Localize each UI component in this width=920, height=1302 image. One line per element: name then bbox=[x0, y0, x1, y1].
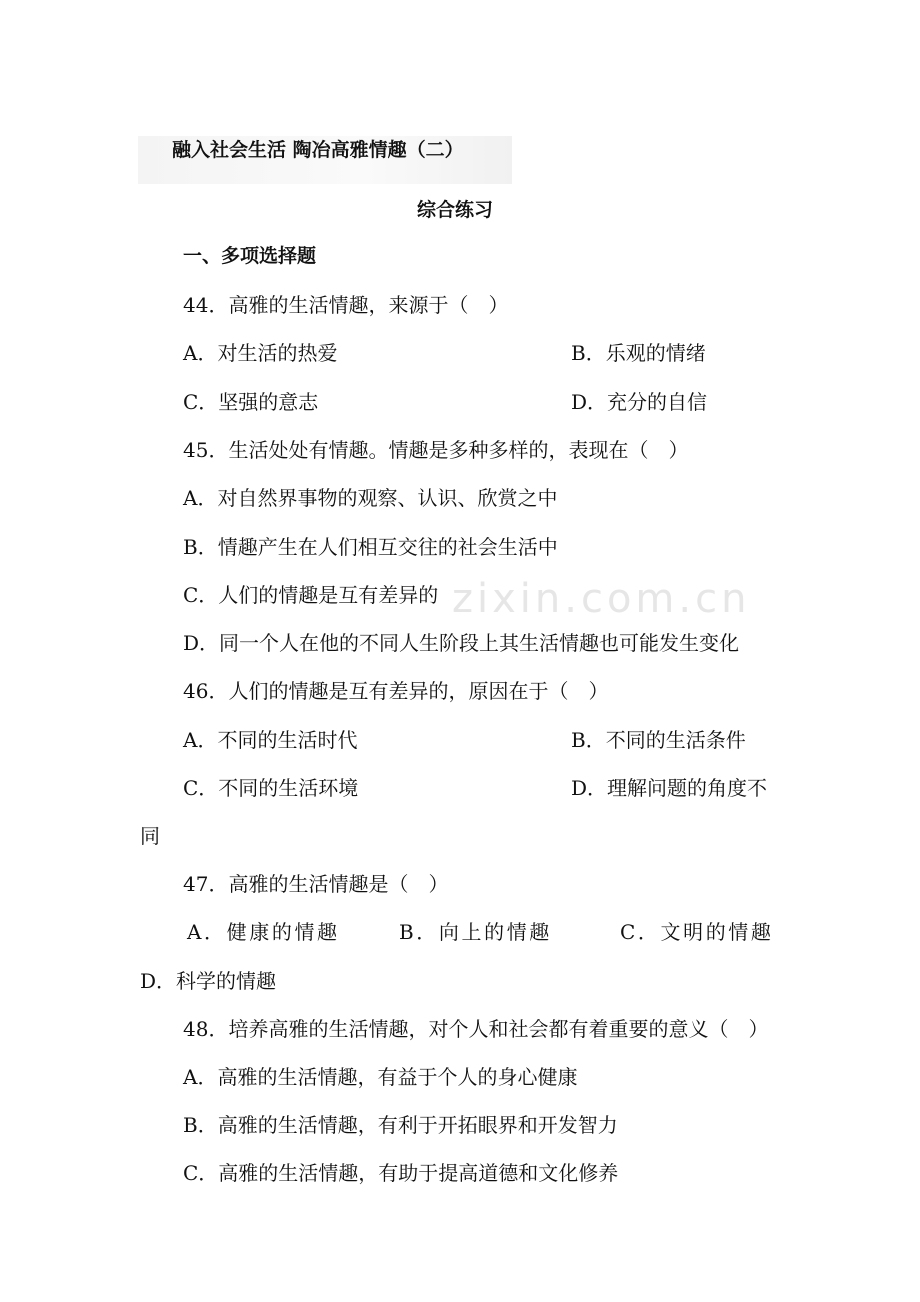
question-46-option-b: B．不同的生活条件 bbox=[571, 728, 746, 752]
question-45-option-d: D．同一个人在他的不同人生阶段上其生活情趣也可能发生变化 bbox=[183, 631, 740, 655]
question-44-option-b: B．乐观的情绪 bbox=[571, 341, 706, 365]
question-44-option-c: C．坚强的意志 bbox=[183, 390, 319, 414]
question-47-stem: 47．高雅的生活情趣是（ ） bbox=[183, 872, 449, 896]
question-47-option-b: B．向上的情趣 bbox=[399, 920, 552, 944]
watermark: zixin.com.cn bbox=[452, 576, 751, 622]
question-46-option-a: A．不同的生活时代 bbox=[183, 728, 358, 752]
question-44-option-d: D．充分的自信 bbox=[571, 390, 708, 414]
question-47-option-a: A．健康的情趣 bbox=[187, 920, 340, 944]
question-47-option-c: C．文明的情趣 bbox=[620, 920, 774, 944]
question-44-stem: 44．高雅的生活情趣，来源于（ ） bbox=[183, 293, 509, 317]
question-45-option-a: A．对自然界事物的观察、认识、欣赏之中 bbox=[183, 486, 558, 510]
document-title: 融入社会生活 陶冶高雅情趣（二） bbox=[172, 139, 464, 161]
question-46-option-c: C．不同的生活环境 bbox=[183, 776, 359, 800]
question-47-option-d: D．科学的情趣 bbox=[140, 969, 277, 993]
question-48-option-a: A．高雅的生活情趣，有益于个人的身心健康 bbox=[183, 1065, 578, 1089]
question-45-stem: 45．生活处处有情趣。情趣是多种多样的，表现在（ ） bbox=[183, 438, 689, 462]
question-48-stem: 48．培养高雅的生活情趣，对个人和社会都有着重要的意义（ ） bbox=[183, 1017, 769, 1041]
question-46-stem: 46．人们的情趣是互有差异的，原因在于（ ） bbox=[183, 679, 609, 703]
part-heading: 一、多项选择题 bbox=[183, 245, 317, 267]
question-46-option-d: D．理解问题的角度不 bbox=[571, 776, 768, 800]
question-48-option-b: B．高雅的生活情趣，有利于开拓眼界和开发智力 bbox=[183, 1113, 618, 1137]
section-title: 综合练习 bbox=[417, 199, 494, 221]
question-44-option-a: A．对生活的热爱 bbox=[183, 341, 338, 365]
question-46-option-d-continuation: 同 bbox=[140, 824, 160, 848]
question-48-option-c: C．高雅的生活情趣，有助于提高道德和文化修养 bbox=[183, 1161, 619, 1185]
question-45-option-b: B．情趣产生在人们相互交往的社会生活中 bbox=[183, 535, 558, 559]
question-45-option-c: C．人们的情趣是互有差异的 bbox=[183, 583, 439, 607]
